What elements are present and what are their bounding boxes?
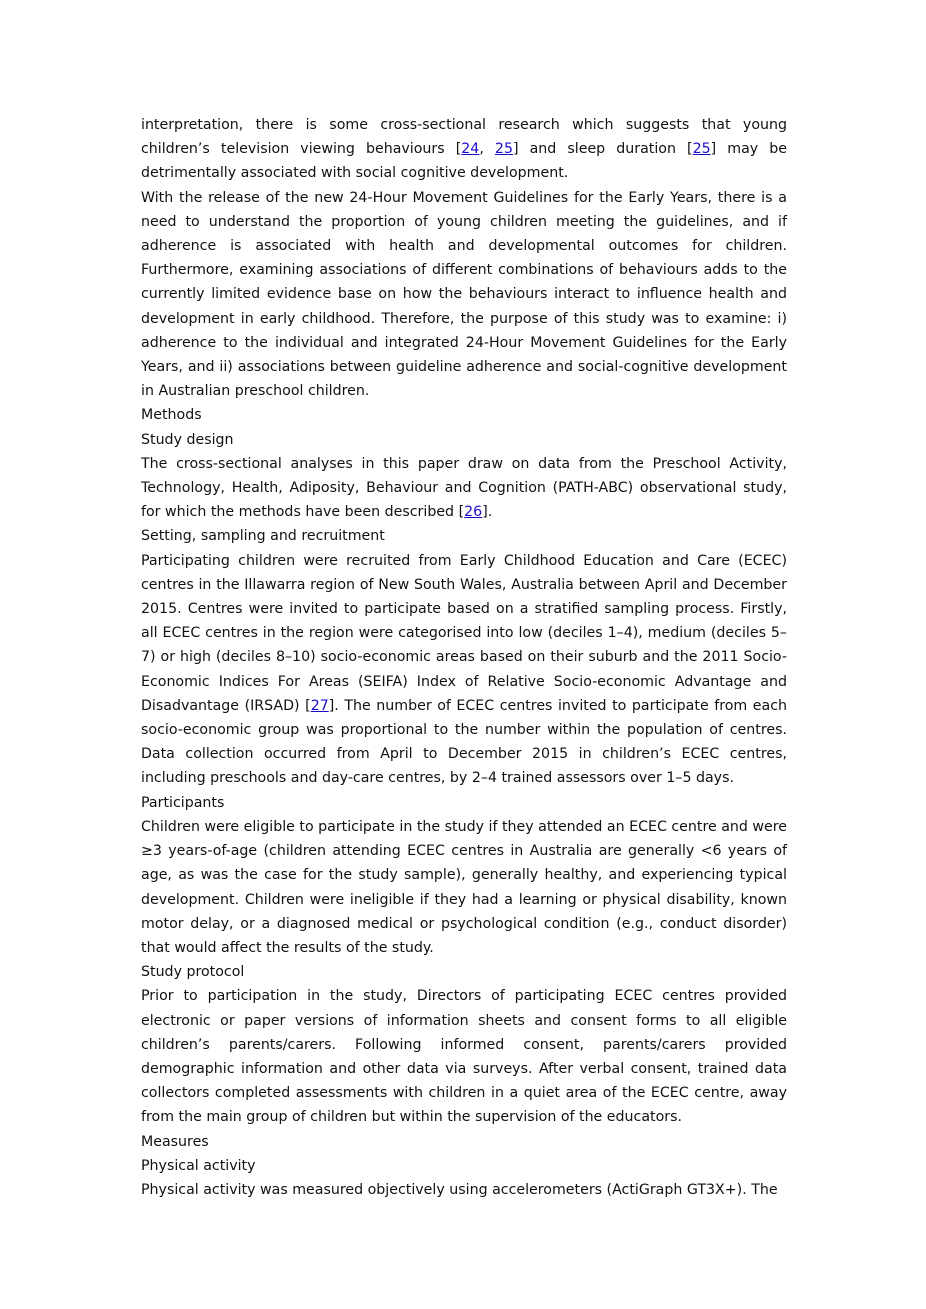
citation-link[interactable]: 25	[494, 141, 513, 158]
paragraph-setting-sampling	[141, 549, 787, 791]
text-run: Methods	[141, 407, 202, 424]
text-run: interpretation, there is some cross-sectional research which suggests that young children’s television viewing behaviours [	[141, 117, 787, 158]
text-run: Measures	[141, 1133, 209, 1150]
document-page	[141, 113, 787, 1202]
text-run: Physical activity	[141, 1157, 256, 1174]
heading-study-design	[141, 428, 787, 452]
text-run: ] may be detrimentally associated with social cognitive development.	[141, 141, 787, 182]
text-run: The cross-sectional analyses in this paper draw on data from the Preschool Activity, Technology, Health, Adiposity, Behaviour and Cognition (PATH-ABC) observational study, for which the methods have been described [	[141, 455, 787, 521]
text-run: ,	[479, 141, 495, 158]
text-run: Setting, sampling and recruitment	[141, 528, 385, 545]
text-run: Study protocol	[141, 964, 245, 981]
text-run: With the release of the new 24-Hour Movement Guidelines for the Early Years, there is a need to understand the proportion of young children meeting the guidelines, and if adherence is associated with health and developmental outcomes for children. Furthermore, examining associations of different combinations of behaviours adds to the currently limited evidence base on how the behaviours interact to influence health and development in early childhood. Therefore, the purpose of this study was to examine: i) adherence to the individual and integrated 24-Hour Movement Guidelines for the Early Years, and ii) associations between guideline adherence and social-cognitive development in Australian preschool children.	[141, 189, 787, 400]
text-run: Children were eligible to participate in the study if they attended an ECEC centre and were ≥3 years-of-age (children attending ECEC centres in Australia are generally <6 years of age, as was the case for the study sample), generally healthy, and experiencing typical development. Children were ineligible if they had a learning or physical disability, known motor delay, or a diagnosed medical or psychological condition (e.g., conduct disorder) that would affect the results of the study.	[141, 818, 788, 956]
paragraph-study-design	[141, 452, 787, 525]
paragraph-intro-continued	[141, 113, 787, 186]
text-run: Participants	[141, 794, 225, 811]
heading-methods	[141, 403, 787, 427]
citation-link[interactable]: 24	[461, 141, 480, 158]
paragraph-purpose	[141, 186, 787, 404]
text-run: ].	[482, 504, 493, 521]
heading-participants	[141, 791, 787, 815]
text-run: ] and sleep duration [	[512, 141, 693, 158]
heading-physical-activity	[141, 1154, 787, 1178]
text-run: Participating children were recruited from Early Childhood Education and Care (ECEC) centres in the Illawarra region of New South Wales, Australia between April and December 2015. Centres were invited to participate based on a stratified sampling process. Firstly, all ECEC centres in the region were categorised into low (deciles 1–4), medium (deciles 5–7) or high (deciles 8–10) socio-economic areas based on their suburb and the 2011 Socio-Economic Indices For Areas (SEIFA) Index of Relative Socio-economic Advantage and Disadvantage (IRSAD) [	[141, 552, 787, 714]
text-run: Physical activity was measured objectively using accelerometers (ActiGraph GT3X+). The	[141, 1181, 778, 1198]
text-run: Prior to participation in the study, Directors of participating ECEC centres provided electronic or paper versions of information sheets and consent forms to all eligible children’s parents/carers. Following informed consent, parents/carers provided demographic information and other data via surveys. After verbal consent, trained data collectors completed assessments with children in a quiet area of the ECEC centre, away from the main group of children but within the supervision of the educators.	[141, 988, 787, 1126]
citation-link[interactable]: 26	[464, 504, 483, 521]
text-run: Study design	[141, 431, 234, 448]
paragraph-study-protocol	[141, 984, 787, 1129]
heading-study-protocol	[141, 960, 787, 984]
heading-measures	[141, 1130, 787, 1154]
paragraph-participants	[141, 815, 787, 960]
citation-link[interactable]: 27	[310, 697, 329, 714]
citation-link[interactable]: 25	[692, 141, 711, 158]
heading-setting-sampling	[141, 524, 787, 548]
paragraph-physical-activity	[141, 1178, 787, 1202]
text-run: ]. The number of ECEC centres invited to participate from each socio-economic group was proportional to the number within the population of centres. Data collection occurred from April to December 2015 in children’s ECEC centres, including preschools and day-care centres, by 2–4 trained assessors over 1–5 days.	[141, 697, 787, 787]
